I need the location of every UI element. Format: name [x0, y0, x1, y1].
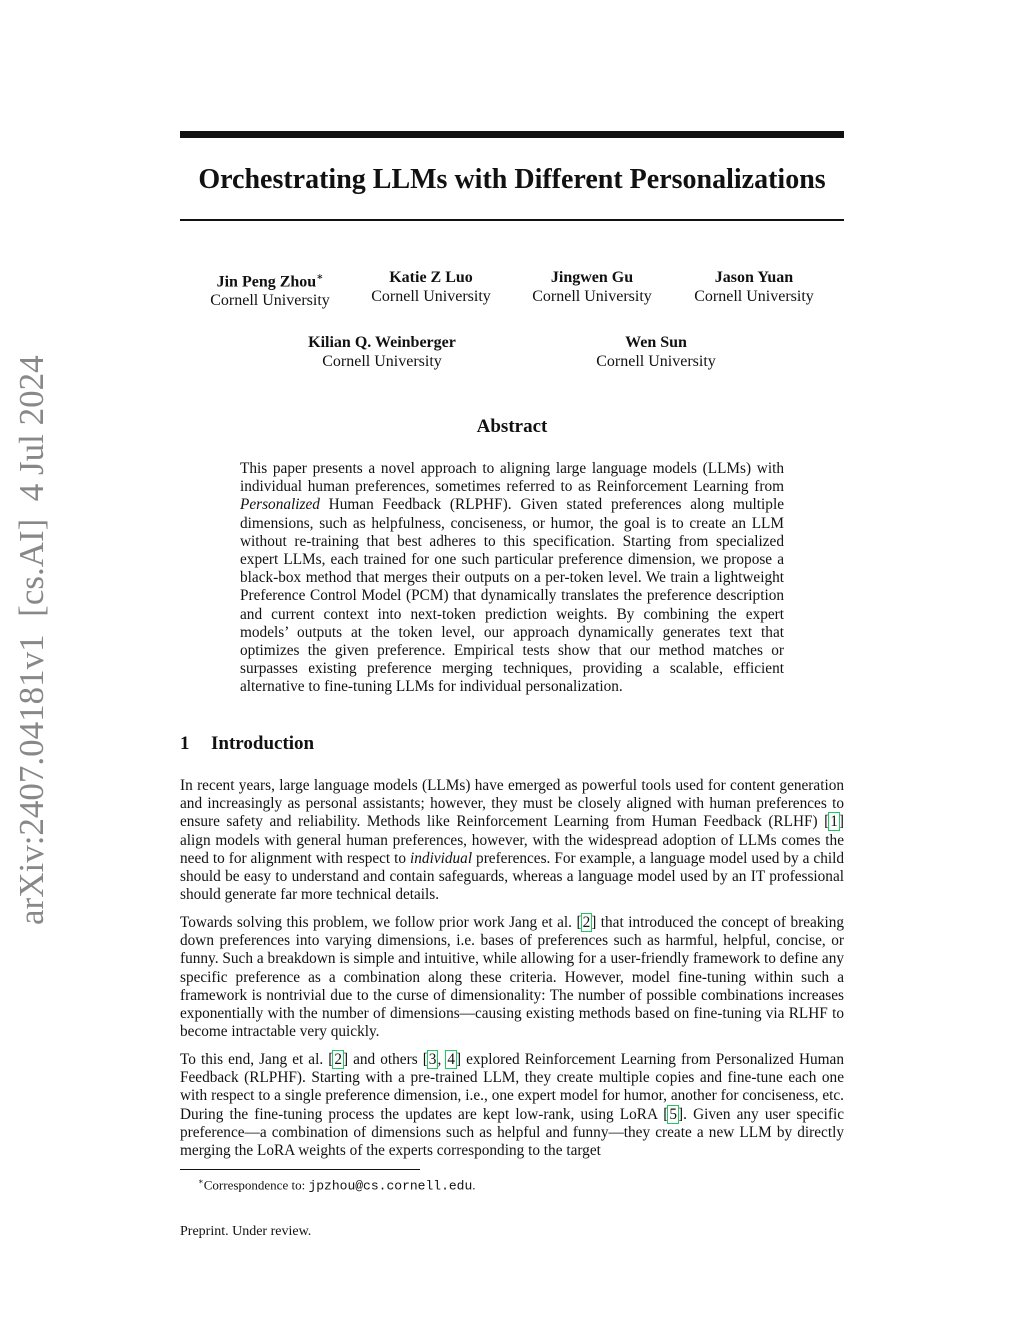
- author-name: Wen Sun: [625, 334, 687, 351]
- arxiv-identifier: arXiv:2407.04181v1 [cs.AI] 4 Jul 2024: [12, 355, 51, 925]
- author-affiliation: Cornell University: [210, 292, 330, 310]
- abstract-body: This paper presents a novel approach to aligning large language models (LLMs) with individual human preferences, sometimes referred to as Reinforcement Learning from Personalized Human Feedback (RLPHF). Given stated preferences along multiple dimensions, such as helpfulness, conciseness, or humor, the goal is to create an LLM without re-training that best adheres to this specification. Starting from specialized expert LLMs, each trained for one such particular preference dimension, we propose a black-box method that merges their outputs on a per-token level. We train a lightweight Preference Control Model (PCM) that dynamically translates the preference description and current context into next-token prediction weights. By combining the expert models’ outputs at the token level, our approach dynamically generates text that optimizes the given preference. Empirical tests show that our method matches or surpasses existing preference merging techniques, providing a scalable, efficient alternative to fine-tuning LLMs for individual personalization.: [240, 460, 784, 696]
- citation-link[interactable]: 4: [447, 1051, 455, 1068]
- author-name: Jason Yuan: [714, 269, 794, 286]
- author-footnote-mark: ∗: [316, 272, 324, 283]
- citation-link[interactable]: 2: [334, 1051, 342, 1068]
- intro-paragraph: Towards solving this problem, we follow prior work Jang et al. [2] that introduced the concept of breaking down preferences into varying dimensions, i.e. bases of preferences such as harmful, helpful, concise, or funny. Such a breakdown is simple and intuitive, while allowing for a user-friendly framework to define any specific preference as a combination along these criteria. However, model fine-tuning within such a framework is nontrivial due to the curse of dimensionality: The number of possible combinations increases exponentially with the number of dimensions—causing existing methods based on fine-tuning via RLHF to become intractable very quickly.: [180, 914, 844, 1041]
- author-name: Jin Peng Zhou∗: [216, 272, 324, 291]
- paper-title: Orchestrating LLMs with Different Personalizations: [198, 164, 826, 195]
- title-bottom-rule: [180, 219, 844, 221]
- intro-paragraph: In recent years, large language models (LLMs) have emerged as powerful tools used for content generation and increasingly as personal assistants; however, they must be closely aligned with human preferences to ensure safety and reliability. Methods like Reinforcement Learning from Human Feedback (RLHF) [1] align models with general human preferences, however, with the widespread adoption of LLMs comes the need to for alignment with respect to individual preferences. For example, a language model used by a child should be easy to understand and contain safeguards, whereas a language model used by an IT professional should generate far more technical details.: [180, 777, 844, 904]
- author-name: Kilian Q. Weinberger: [308, 334, 456, 351]
- author-block: [180, 268, 360, 310]
- correspondence-email[interactable]: jpzhou@cs.cornell.edu: [308, 1178, 473, 1194]
- author-block: [566, 333, 746, 371]
- author-affiliation: Cornell University: [322, 353, 442, 370]
- author-name: Jingwen Gu: [550, 269, 634, 286]
- author-block: [292, 333, 472, 371]
- author-affiliation: Cornell University: [532, 288, 652, 305]
- author-affiliation: Cornell University: [694, 288, 814, 305]
- title-top-rule: [180, 131, 844, 138]
- section-number: 1: [180, 733, 190, 754]
- author-block: [664, 268, 844, 306]
- abstract-heading: Abstract: [476, 416, 548, 437]
- author-block: [502, 268, 682, 306]
- footnote-rule: [180, 1169, 420, 1170]
- citation-link[interactable]: 5: [669, 1105, 678, 1123]
- section-title: Introduction: [211, 733, 315, 754]
- citation-link[interactable]: 3: [428, 1051, 437, 1068]
- intro-paragraph: To this end, Jang et al. [2] and others [3, 4] explored Reinforcement Learning from Personalized Human Feedback (RLPHF). Starting with a pre-trained LLM, they create multiple copies and fine-tune each one with respect to a single preference dimension, i.e., one expert model for humor, another for conciseness, etc. During the fine-tuning process the updates are kept low-rank, using LoRA [5]. Given any user specific preference—a combination of dimensions such as helpful and funny—they create a new LLM by directly merging the LoRA weights of the experts corresponding to the target: [180, 1051, 844, 1160]
- author-block: [341, 268, 521, 306]
- section-heading-introduction: [180, 733, 314, 755]
- citation-link[interactable]: 1: [830, 813, 838, 831]
- footnote: ∗Correspondence to: jpzhou@cs.cornell.edu.: [198, 1176, 476, 1194]
- author-name: Katie Z Luo: [389, 269, 473, 286]
- author-affiliation: Cornell University: [371, 288, 491, 305]
- citation-link[interactable]: 2: [582, 914, 591, 931]
- preprint-notice: Preprint. Under review.: [180, 1224, 312, 1239]
- author-affiliation: Cornell University: [596, 353, 716, 370]
